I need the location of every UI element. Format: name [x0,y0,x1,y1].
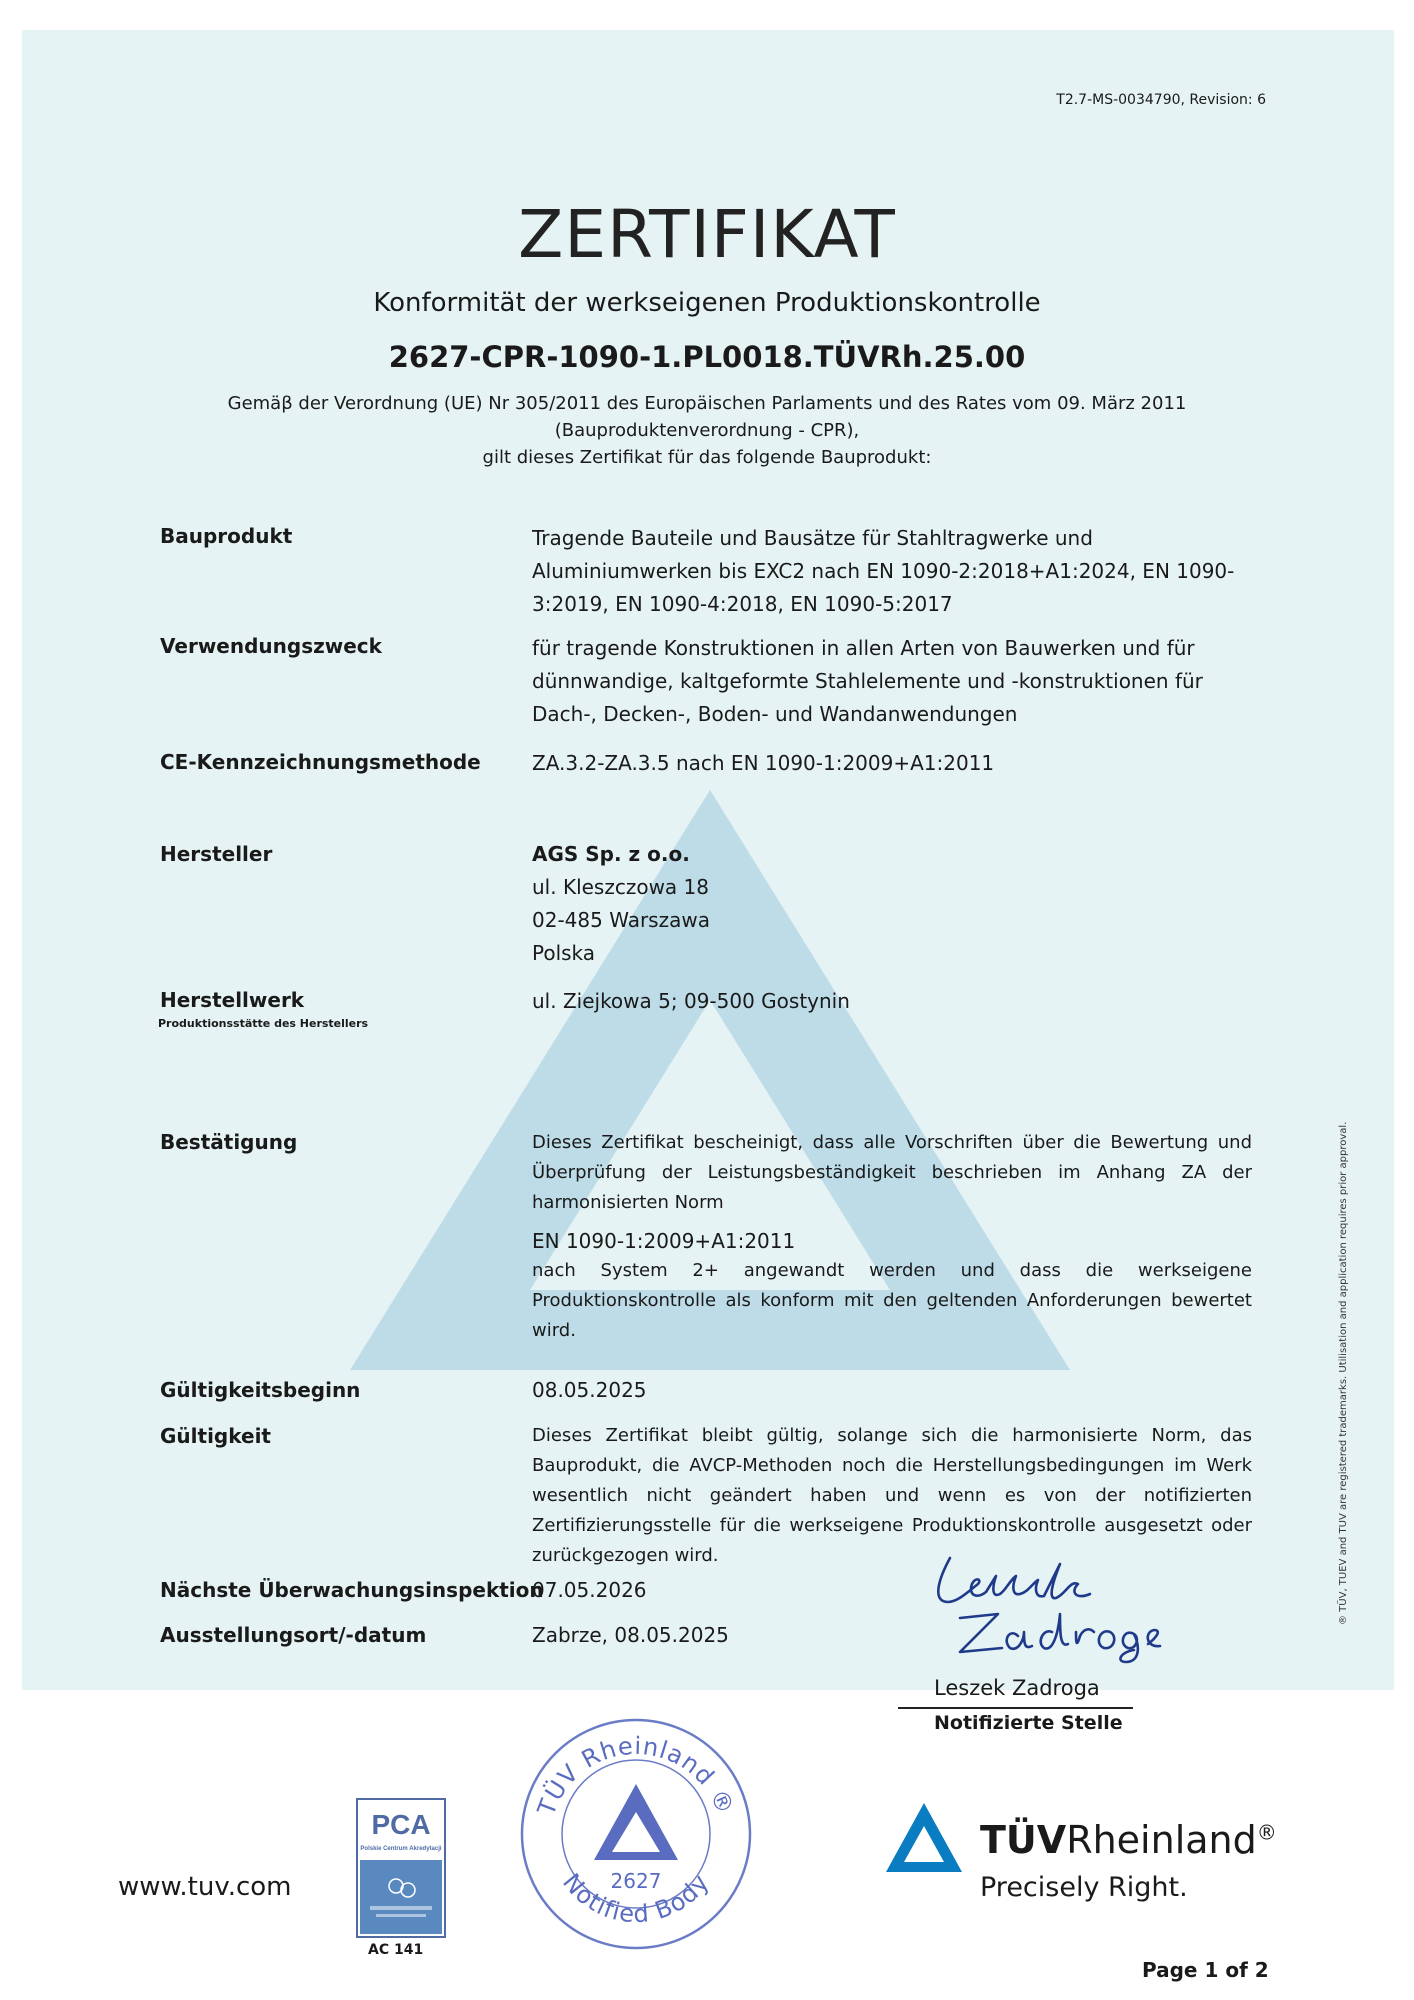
value-line: ul. Ziejkowa 5; 09-500 Gostynin [532,989,850,1013]
handwritten-signature [920,1540,1170,1665]
pca-accreditation-logo [356,1798,446,1938]
value-ce-method [532,747,1252,780]
intro-line: (Bauproduktenverordnung - CPR), [554,420,860,441]
label-verwendungszweck: Verwendungszweck [160,634,382,658]
value-line: Dach-, Decken-, Boden- und Wandanwendungen [532,702,1018,726]
signer-name: Leszek Zadroga [934,1676,1100,1700]
value-line: 3:2019, EN 1090-4:2018, EN 1090-5:2017 [532,592,953,616]
page-number: Page 1 of 2 [1142,1958,1269,1982]
pca-logo-text: PCA [371,1809,431,1840]
label-hersteller: Hersteller [160,842,273,866]
intro-line: gilt dieses Zertifikat für das folgende Bauprodukt: [482,447,932,468]
label-ce-method: CE-Kennzeichnungsmethode [160,750,481,774]
label-ausstellung: Ausstellungsort/-datum [160,1623,427,1647]
tuv-rheinland-wordmark [980,1818,1277,1862]
signer-role: Notifizierte Stelle [934,1712,1123,1734]
value-norm: EN 1090-1:2009+A1:2011 [532,1229,796,1253]
stamp-number: 2627 [610,1869,662,1893]
value-line: ZA.3.2-ZA.3.5 nach EN 1090-1:2009+A1:2011 [532,751,995,775]
value-line: 07.05.2026 [532,1578,647,1602]
label-gueltigkeit: Gültigkeit [160,1424,271,1448]
label-naechste-inspektion: Nächste Überwachungsinspektion [160,1578,544,1602]
value-line: 08.05.2025 [532,1378,647,1402]
label-bestaetigung: Bestätigung [160,1130,298,1154]
signature-line [898,1707,1133,1709]
value-paragraph: Dieses Zertifikat bleibt gültig, solange sich die harmonisierte Norm, das Bauprodukt, die AVCP-Methoden noch die Herstellungsbedingungen im Werk wesentlich nicht geändert haben und wenn es von der notifizierten Zertifizierungsstelle für die werkseigene Produktionskontrolle ausgesetzt oder zurückgezogen wird. [532,1425,1252,1566]
manufacturer-name: AGS Sp. z o.o. [532,842,690,866]
stamp-bottom-text: Notified Body [557,1868,715,1929]
brand-rest: Rheinland [1066,1818,1257,1862]
value-paragraph: Dieses Zertifikat bescheinigt, dass alle Vorschriften über die Bewertung und Überprüfung der Leistungsbeständigkeit beschrieben im Anhang ZA der harmonisierten Norm [532,1132,1252,1213]
intro-line: Gemäβ der Verordnung (UE) Nr 305/2011 des Europäischen Parlaments und des Rates vom 09. März 2011 [227,393,1187,414]
document-reference: T2.7-MS-0034790, Revision: 6 [1056,92,1266,108]
stamp-top-text: TÜV Rheinland ® [532,1731,740,1820]
value-verwendungszweck [532,632,1252,731]
certificate-number: 2627-CPR-1090-1.PL0018.TÜVRh.25.00 [388,340,1026,374]
trademark-note: ® TÜV, TUEV and TUV are registered trademarks. Utilisation and application requires prior approval. [1338,1121,1349,1625]
value-line: Zabrze, 08.05.2025 [532,1623,729,1647]
website-link[interactable]: www.tuv.com [118,1872,292,1902]
value-line: 02-485 Warszawa [532,908,710,932]
value-line: für tragende Konstruktionen in allen Arten von Bauwerken und für [532,636,1195,660]
value-line: dünnwandige, kaltgeformte Stahlelemente und -konstruktionen für [532,669,1203,693]
label-gueltigkeitsbeginn: Gültigkeitsbeginn [160,1378,361,1402]
registered-mark: ® [1256,1820,1277,1845]
value-bestaetigung [532,1128,1252,1346]
value-gueltigkeitsbeginn [532,1374,1252,1407]
sublabel-herstellwerk: Produktionsstätte des Herstellers [158,1017,369,1030]
certificate-subtitle: Konformität der werkseigenen Produktionskontrolle [373,288,1041,318]
value-line: Tragende Bauteile und Bausätze für Stahltragwerke und [532,526,1093,550]
value-herstellwerk [532,985,1252,1018]
value-bauprodukt [532,522,1252,621]
page-title: ZERTIFIKAT [518,196,896,273]
intro-text [200,390,1214,471]
value-paragraph: nach System 2+ angewandt werden und dass die werkseigene Produktionskontrolle als konform mit den geltenden Anforderungen bewertet wird. [532,1260,1252,1341]
value-hersteller [532,838,1252,970]
value-line: ul. Kleszczowa 18 [532,875,709,899]
label-herstellwerk: Herstellwerk [160,988,305,1012]
label-bauprodukt: Bauprodukt [160,524,293,548]
tuv-triangle-logo [884,1800,964,1875]
brand-slogan: Precisely Right. [980,1872,1188,1903]
brand-bold: TÜV [980,1818,1067,1862]
value-line: Aluminiumwerken bis EXC2 nach EN 1090-2:2018+A1:2024, EN 1090- [532,559,1235,583]
value-line: Polska [532,941,596,965]
pca-number: AC 141 [368,1942,424,1958]
notified-body-stamp [518,1716,754,1952]
pca-full-name: Polskie Centrum Akredytacji [360,1846,442,1852]
